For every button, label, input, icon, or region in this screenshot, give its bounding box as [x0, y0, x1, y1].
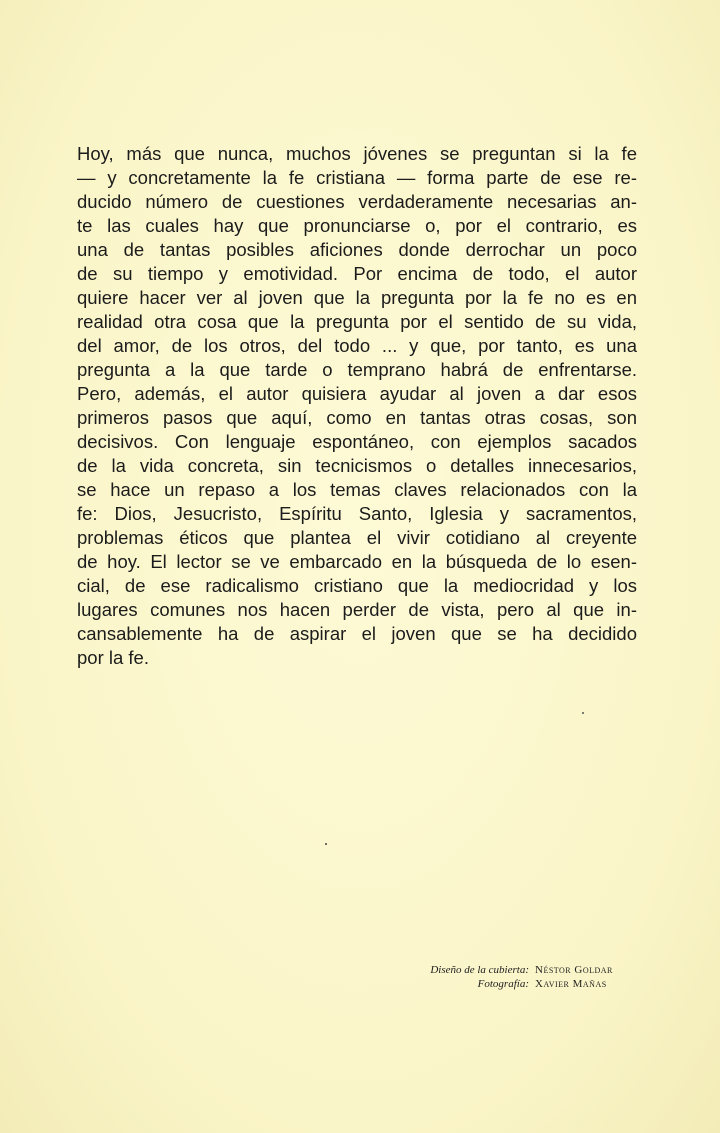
blurb-line: de hoy. El lector se ve embarcado en la búsqueda de lo esen-	[77, 551, 637, 572]
blurb-line: lugares comunes nos hacen perder de vista, pero al que in-	[77, 599, 637, 620]
blurb-line: fe: Dios, Jesucristo, Espíritu Santo, Iglesia y sacramentos,	[77, 503, 637, 524]
photo-label: Fotografía:	[477, 978, 529, 990]
cover-design-credit	[430, 963, 635, 977]
blurb-line: Hoy, más que nunca, muchos jóvenes se preguntan si la fe	[77, 143, 637, 164]
blurb-line: de la vida concreta, sin tecnicismos o detalles innecesarios,	[77, 455, 637, 476]
blurb-line: primeros pasos que aquí, como en tantas otras cosas, son	[77, 407, 637, 428]
photo-name: Xavier Mañas	[535, 978, 607, 990]
blurb-line: realidad otra cosa que la pregunta por el sentido de su vida,	[77, 311, 637, 332]
blurb-line: — y concretamente la fe cristiana — forma parte de ese re-	[77, 167, 637, 188]
blurb-line: te las cuales hay que pronunciarse o, por el contrario, es	[77, 215, 637, 236]
blurb-line: cial, de ese radicalismo cristiano que la mediocridad y los	[77, 575, 637, 596]
blurb-line: se hace un repaso a los temas claves relacionados con la	[77, 479, 637, 500]
print-speck	[582, 712, 584, 714]
blurb-line: una de tantas posibles aficiones donde derrochar un poco	[77, 239, 637, 260]
cover-credits	[430, 963, 635, 991]
print-speck	[325, 843, 327, 845]
blurb-line: ducido número de cuestiones verdaderamente necesarias an-	[77, 191, 637, 212]
blurb-line: quiere hacer ver al joven que la pregunta por la fe no es en	[77, 287, 637, 308]
blurb-line: cansablemente ha de aspirar el joven que se ha decidido	[77, 623, 637, 644]
blurb-line: por la fe.	[77, 647, 149, 668]
photo-credit	[430, 977, 635, 991]
blurb-line: decisivos. Con lenguaje espontáneo, con ejemplos sacados	[77, 431, 637, 452]
blurb-line: problemas éticos que plantea el vivir cotidiano al creyente	[77, 527, 637, 548]
blurb-line: de su tiempo y emotividad. Por encima de todo, el autor	[77, 263, 637, 284]
blurb-line: Pero, además, el autor quisiera ayudar al joven a dar esos	[77, 383, 637, 404]
cover-design-name: Néstor Goldar	[535, 964, 613, 976]
blurb-line: pregunta a la que tarde o temprano habrá de enfrentarse.	[77, 359, 637, 380]
blurb-line: del amor, de los otros, del todo ... y que, por tanto, es una	[77, 335, 637, 356]
cover-design-label: Diseño de la cubierta:	[430, 964, 529, 976]
back-cover-blurb	[77, 142, 637, 670]
